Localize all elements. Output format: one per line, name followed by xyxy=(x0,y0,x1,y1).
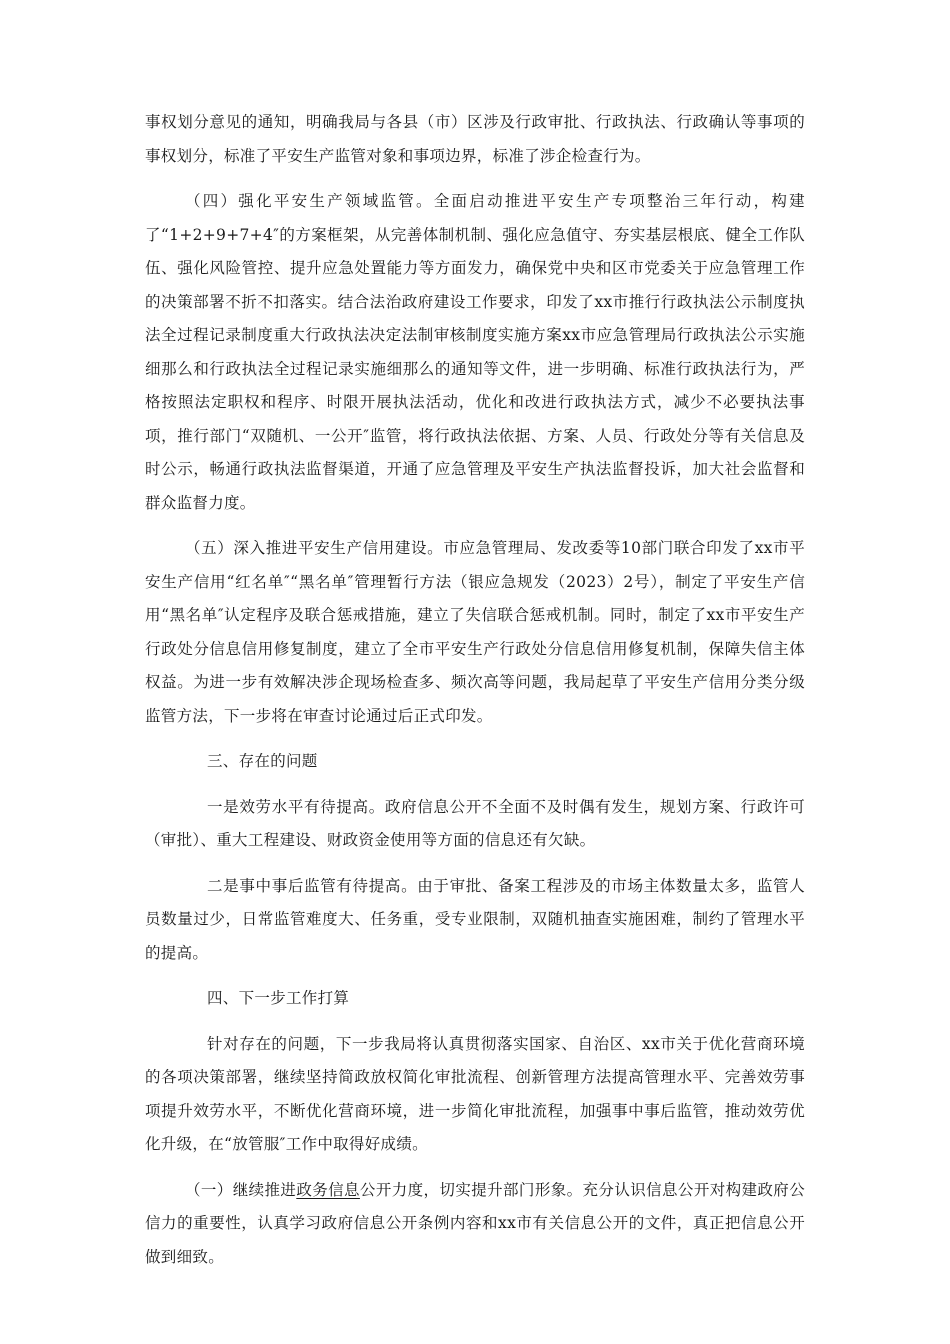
heading-next-steps: 四、下一步工作打算 xyxy=(207,989,350,1007)
paragraph-next-steps-intro: 针对存在的问题，下一步我局将认真贯彻落实国家、自治区、xx市关于优化营商环境的各项决策部署，继续坚持简政放权简化审批流程、创新管理方法提高管理水平、完善效劳事项提升效劳水平，不断优化营商环境，进一步简化审批流程，加强事中事后监管，推动效劳优化升级，在“放管服″工作中取得好成绩。 xyxy=(145,1034,805,1153)
document-page xyxy=(145,106,805,1274)
paragraph-problem-1: 一是效劳水平有待提高。政府信息公开不全面不及时偶有发生，规划方案、行政许可（审批）、重大工程建设、财政资金使用等方面的信息还有欠缺。 xyxy=(145,797,805,849)
paragraph-problem-2: 二是事中事后监管有待提高。由于审批、备案工程涉及的市场主体数量太多，监管人员数量过少，日常监管难度大、任务重，受专业限制，双随机抽查实施困难，制约了管理水平的提高。 xyxy=(145,876,805,962)
heading-existing-problems: 三、存在的问题 xyxy=(207,752,318,770)
paragraph-next-step-1 xyxy=(145,1174,805,1275)
underlined-link-text: 政务信息 xyxy=(296,1180,360,1199)
paragraph-continuation: 事权划分意见的通知，明确我局与各县（市）区涉及行政审批、行政执法、行政确认等事项的事权划分，标准了平安生产监管对象和事项边界，标准了涉企检查行为。 xyxy=(145,113,805,165)
paragraph-section-4: （四）强化平安生产领域监管。全面启动推进平安生产专项整治三年行动，构建了“1+2+9+7+4″的方案框架，从完善体制机制、强化应急值守、夯实基层根底、健全工作队伍、强化风险管控、提升应急处置能力等方面发力，确保党中央和区市党委关于应急管理工作的决策部署不折不扣落实。结合法治政府建设工作要求，印发了xx市推行行政执法公示制度执法全过程记录制度重大行政执法决定法制审核制度实施方案xx市应急管理局行政执法公示实施细那么和行政执法全过程记录实施细那么的通知等文件，进一步明确、标准行政执法行为，严格按照法定职权和程序、时限开展执法活动，优化和改进行政执法方式，减少不必要执法事项，推行部门“双随机、一公开″监管，将行政执法依据、方案、人员、行政处分等有关信息及时公示，畅通行政执法监督渠道，开通了应急管理及平安生产执法监督投诉，加大社会监督和群众监督力度。 xyxy=(145,192,805,512)
paragraph-next-step-1-lead: （一）继续推进 xyxy=(185,1180,297,1199)
paragraph-section-5: （五）深入推进平安生产信用建设。市应急管理局、发改委等10部门联合印发了xx市平安生产信用“红名单″“黑名单″管理暂行方法（银应急规发（2023）2号），制定了平安生产信用“黑名单″认定程序及联合惩戒措施，建立了失信联合惩戒机制。同时，制定了xx市平安生产行政处分信息信用修复制度，建立了全市平安生产行政处分信息信用修复机制，保障失信主体权益。为进一步有效解决涉企现场检查多、频次高等问题，我局起草了平安生产信用分类分级监管方法，下一步将在审查讨论通过后正式印发。 xyxy=(145,539,805,725)
paragraph-next-step-1-body: 公开力度，切实提升部门形象。充分认识信息公开对构建政府公信力的重要性，认真学习政府信息公开条例内容和xx市有关信息公开的文件，真正把信息公开做到细致。 xyxy=(145,1180,806,1266)
